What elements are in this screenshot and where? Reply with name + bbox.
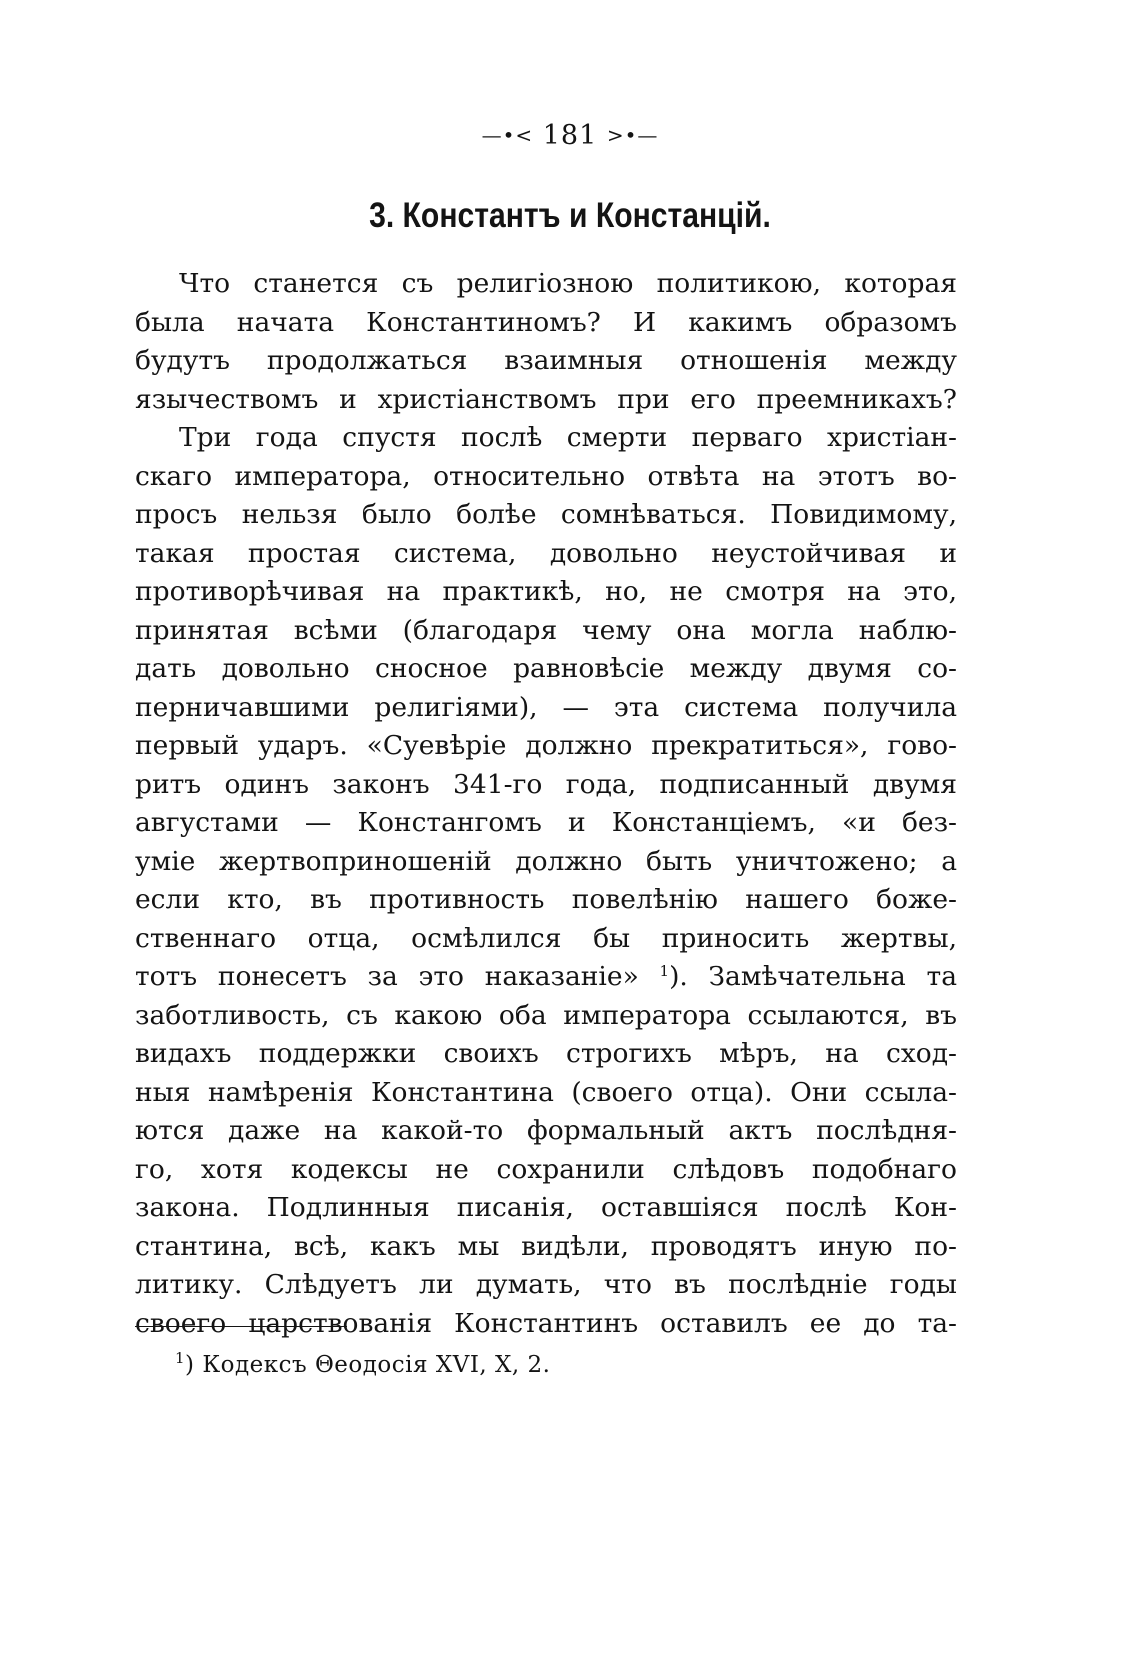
text-line: заботливость, съ какою оба императора ссылаются, въ [135, 999, 957, 1031]
ornament-left: —•< [481, 123, 534, 147]
text-line: язычествомъ и христіанствомъ при его преемникахъ? [135, 383, 957, 415]
text-line: такая простая система, довольно неустойчивая и [135, 537, 957, 569]
footnote-text: ) Кодексъ Θеодосія XVI, X, 2. [185, 1352, 551, 1378]
text-fragment: ). Замѣчательна та [669, 961, 957, 992]
text-line: если кто, въ противность повелѣнію нашего боже- [135, 884, 957, 915]
text-line: будутъ продолжаться взаимныя отношенія между [135, 345, 957, 376]
text-fragment: тотъ понесетъ за это наказаніе» [135, 961, 639, 992]
text-line: первый ударъ. «Суевѣріе должно прекратиться», гово- [135, 730, 957, 761]
text-line: дать довольно сносное равновѣсіе между двумя со- [135, 653, 957, 684]
text-line: скаго императора, относительно отвѣта на этотъ во- [135, 460, 957, 492]
text-line: была начата Константиномъ? И какимъ образомъ [135, 306, 957, 338]
ornament-right: >•— [606, 123, 659, 147]
text-line: ственнаго отца, осмѣлился бы приносить жертвы, [135, 922, 957, 954]
footnote-reference: 1 [659, 962, 670, 980]
page-number: 181 [542, 120, 598, 151]
page-header [0, 120, 1140, 151]
footnote-mark: 1 [175, 1349, 186, 1367]
text-line: августами — Констангомъ и Констанціемъ, «и без- [135, 807, 957, 838]
text-line: видахъ поддержки своихъ строгихъ мѣръ, на сход- [135, 1038, 957, 1069]
body-text [135, 265, 957, 1343]
text-line: Три года спустя послѣ смерти перваго христіан- [179, 422, 957, 453]
text-line: ритъ одинъ законъ 341-го года, подписанный двумя [135, 768, 957, 800]
text-line: ются даже на какой-то формальный актъ послѣдня- [135, 1115, 957, 1146]
text-line: ныя намѣренія Константина (своего отца). Они ссыла- [135, 1076, 957, 1108]
text-line: перничавшими религіями), — эта система получила [135, 691, 957, 723]
text-line-with-footnote-ref [135, 958, 957, 997]
text-line: своего царствованія Константинъ оставилъ ее до та- [135, 1307, 957, 1339]
text-line: противорѣчивая на практикѣ, но, не смотря на это, [135, 576, 957, 607]
text-line: литику. Слѣдуетъ ли думать, что въ послѣдніе годы [135, 1269, 957, 1300]
text-line: уміе жертвоприношеній должно быть уничтожено; а [135, 845, 957, 877]
text-line: Что станется съ религіозною политикою, которая [179, 268, 957, 299]
text-line: просъ нельзя было болѣе сомнѣваться. Повидимому, [135, 499, 957, 530]
chapter-title: 3. Константъ и Констанцій. [369, 196, 771, 235]
text-line: стантина, всѣ, какъ мы видѣли, проводятъ иную по- [135, 1230, 957, 1262]
text-line: принятая всѣми (благодаря чему она могла наблю- [135, 614, 957, 646]
footnote-divider [135, 1326, 347, 1327]
text-line: го, хотя кодексы не сохранили слѣдовъ подобнаго [135, 1153, 957, 1185]
footnote [175, 1349, 551, 1378]
text-line: закона. Подлинныя писанія, оставшіяся послѣ Кон- [135, 1192, 957, 1223]
